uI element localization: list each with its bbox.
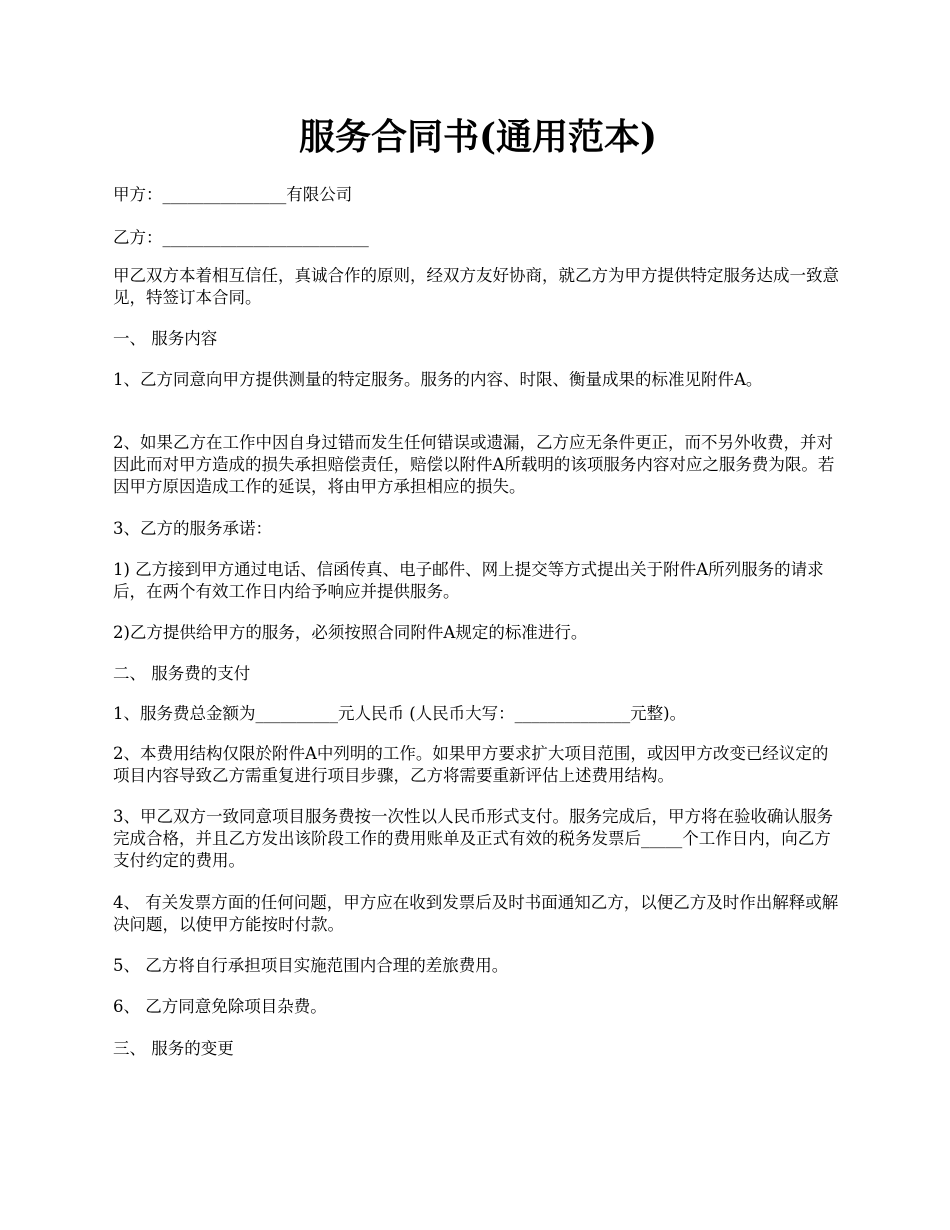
section-heading-service-change: 三、 服务的变更: [113, 1039, 234, 1058]
clause-2-3: 3、甲乙双方一致同意项目服务费按一次性以人民币形式支付。服务完成后，甲方将在验收确认服务完成合格，并且乙方发出该阶段工作的费用账单及正式有效的税务发票后_____个工作日内，向乙方支付约定的费用。: [113, 807, 833, 870]
party-b-line: 乙方：_________________________: [113, 228, 369, 247]
intro-paragraph: 甲乙双方本着相互信任，真诚合作的原则，经双方友好协商，就乙方为甲方提供特定服务达成一致意见，特签订本合同。: [113, 266, 839, 307]
clause-1-3-2: 2)乙方提供给甲方的服务，必须按照合同附件A规定的标准进行。: [113, 623, 588, 642]
document-title: 服务合同书(通用范本): [298, 116, 658, 158]
clause-2-4: 4、 有关发票方面的任何问题，甲方应在收到发票后及时书面通知乙方，以便乙方及时作出解释或解决问题，以使甲方能按时付款。: [113, 893, 839, 934]
clause-1-2: 2、如果乙方在工作中因自身过错而发生任何错误或遗漏，乙方应无条件更正，而不另外收费，并对因此而对甲方造成的损失承担赔偿责任，赔偿以附件A所载明的该项服务内容对应之服务费为限。若因甲方原因造成工作的延误，将由甲方承担相应的损失。: [113, 433, 835, 496]
clause-2-2: 2、本费用结构仅限於附件A中列明的工作。如果甲方要求扩大项目范围，或因甲方改变已经议定的项目内容导致乙方需重复进行项目步骤，乙方将需要重新评估上述费用结构。: [113, 744, 829, 785]
clause-1-3: 3、乙方的服务承诺：: [113, 519, 272, 538]
clause-2-5: 5、 乙方将自行承担项目实施范围内合理的差旅费用。: [113, 956, 509, 975]
clause-1-3-1: 1) 乙方接到甲方通过电话、信函传真、电子邮件、网上提交等方式提出关于附件A所列服务的请求后，在两个有效工作日内给予响应并提供服务。: [113, 560, 824, 601]
section-heading-service-content: 一、 服务内容: [113, 329, 218, 348]
section-heading-payment: 二、 服务费的支付: [113, 664, 251, 683]
party-a-line: 甲方：_______________有限公司: [113, 185, 353, 204]
clause-2-1: 1、服务费总金额为__________元人民币 (人民币大写：______________元整)。: [113, 704, 687, 723]
clause-1-1: 1、乙方同意向甲方提供测量的特定服务。服务的内容、时限、衡量成果的标准见附件A。: [113, 370, 763, 389]
clause-2-6: 6、 乙方同意免除项目杂费。: [113, 997, 327, 1016]
